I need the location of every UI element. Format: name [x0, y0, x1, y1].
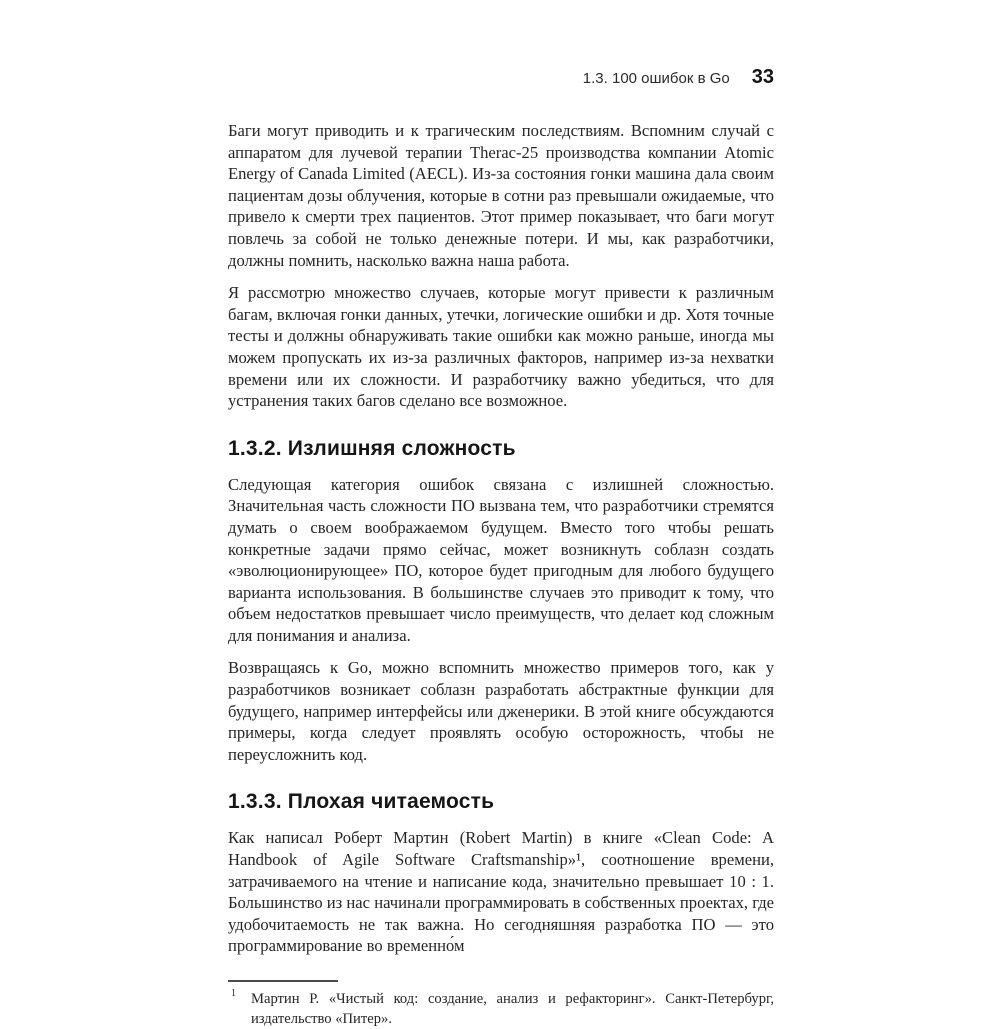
footnote-block	[228, 980, 774, 1029]
running-header	[228, 66, 774, 89]
paragraph-bugs-tragic-consequences: Баги могут приводить и к трагическим последствиям. Вспомним случай с аппаратом для лучевой терапии Therac-25 производства компании Atomic Energy of Canada Limited (AECL). Из-за состояния гонки машина дала своим пациентам дозы облучения, которые в сотни раз превышали ожидаемые, что привело к смерти трех пациентов. Этот пример показывает, что баги могут повлечь за собой не только денежные потери. И мы, как разработчики, должны помнить, насколько важна наша работа.	[228, 121, 774, 270]
paragraph-unnecessary-complexity-2: Возвращаясь к Go, можно вспомнить множество примеров того, как у разработчиков возникает соблазн разработать абстрактные функции для будущего, например интерфейсы или дженерики. В этой книге обсуждаются примеры, когда следует проявлять особую осторожность, чтобы не переусложнить код.	[228, 658, 774, 764]
text-column	[228, 66, 774, 1029]
page-number: 33	[751, 66, 774, 88]
section-heading-1-3-2: 1.3.2. Излишняя сложность	[228, 436, 516, 460]
running-title: 1.3. 100 ошибок в Go	[582, 70, 730, 87]
paragraph-unnecessary-complexity-1: Следующая категория ошибок связана с излишней сложностью. Значительная часть сложности ПО вызвана тем, что разработчики стремятся думать о своем воображаемом будущем. Вместо того чтобы решать конкретные задачи прямо сейчас, может возникнуть соблазн создать «эволюционирующее» ПО, которое будет пригодным для любого будущего варианта использования. В большинстве случаев это приводит к тому, что объем недостатков превышает число преимуществ, что делает код сложным для понимания и анализа.	[228, 474, 774, 645]
footnote-text: Мартин Р. «Чистый код: создание, анализ и рефакторинг». Санкт-Петербург, издательство «Питер».	[251, 991, 774, 1027]
footnote-entry	[228, 990, 774, 1029]
paragraph-poor-readability: Как написал Роберт Мартин (Robert Martin) в книге «Clean Code: A Handbook of Agile Software Craftsmanship»¹, соотношение времени, затрачиваемого на чтение и написание кода, значительно превышает 10 : 1. Большинство из нас начинали программировать в собственных проектах, где удобочитаемость не так важна. Но сегодняшняя разработка ПО — это программирование во временно́м	[228, 828, 774, 956]
footnote-marker: 1	[231, 988, 236, 999]
paragraph-many-bug-cases: Я рассмотрю множество случаев, которые могут привести к различным багам, включая гонки данных, утечки, логические ошибки и др. Хотя точные тесты и должны обнаруживать такие ошибки как можно раньше, иногда мы можем пропускать их из-за различных факторов, например из-за нехватки времени или их сложности. И разработчику важно убедиться, что для устранения таких багов сделано все возможное.	[228, 283, 774, 411]
section-heading-1-3-3: 1.3.3. Плохая читаемость	[228, 790, 495, 814]
footnote-divider	[228, 980, 338, 982]
